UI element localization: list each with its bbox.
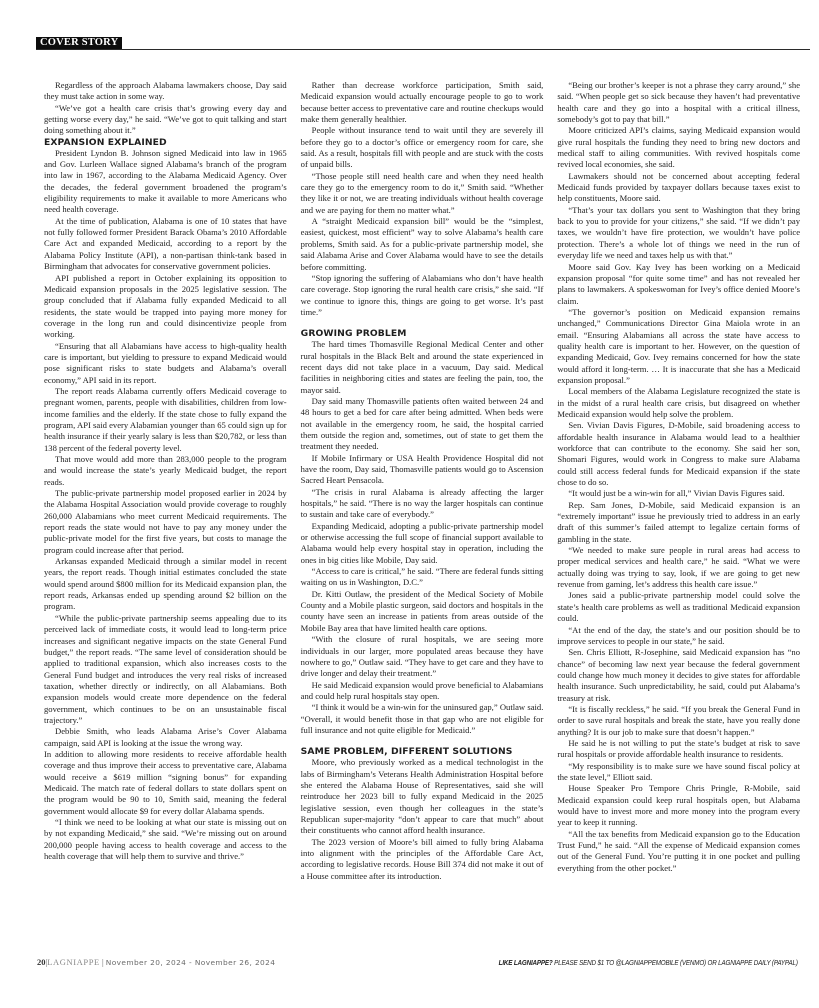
article-paragraph: Sen. Vivian Davis Figures, D-Mobile, said broadening access to affordable health insurance in Alabama would lead to a healthier workforce that can contribute to the economy. She said her son, Shomari Figures, would work in Congress to make sure Alabama could still access federal funds for Medicaid expansion if the state chose to do so.: [557, 420, 801, 488]
article-column-3: [557, 80, 800, 882]
article-paragraph: “It is fiscally reckless,” he said. “If you break the General Fund in order to save rural hospitals and break the state, have you really done anything? It is our job to make sure that doesn’t happen.”: [557, 703, 801, 737]
article-paragraph: Sen. Chris Elliott, R-Josephine, said Medicaid expansion has “no chance” of becoming law next year because the federal government could change how much money it decides to give states for affordable health insurance. Such unpredictability, he said, could put Alabama’s treasury at risk.: [557, 647, 801, 703]
article-paragraph: Moore said Gov. Kay Ivey has been working on a Medicaid expansion proposal “for quite some time” and has not revealed her plans to lawmakers. A spokeswoman for Ivey’s office denied Moore’s claim.: [557, 261, 801, 306]
folio-divider: |: [101, 957, 104, 967]
page-footer-folio: [37, 957, 275, 967]
article-paragraph: Moore criticized API’s claims, saying Medicaid expansion would give rural hospitals the funding they need to bring new doctors and medical staff to ailing communities. With revived hospitals come revived local economies, she said.: [557, 125, 801, 170]
article-paragraph: “Ensuring that all Alabamians have access to high-quality health care is important, but yielding to pressure to expand Medicaid would pose significant risks to state budgets and Alabama’s overall economy,” API said in its report.: [44, 340, 287, 385]
article-paragraph: President Lyndon B. Johnson signed Medicaid into law in 1965 and Gov. Lurleen Wallace signed Alabama’s branch of the program into law in 1967, according to the Alabama Medicaid Agency. Over the decades, the federal government broadened the program’s eligibility requirements to make it available to more Americans who need health coverage.: [44, 147, 287, 215]
article-paragraph: If Mobile Infirmary or USA Health Providence Hospital did not have the room, Day said, Thomasville patients would go to Ascension Sacred Heart Pensacola.: [300, 452, 544, 486]
article-body: [44, 80, 800, 882]
article-paragraph: “That’s your tax dollars you sent to Washington that they bring back to you to provide for your citizens,” she said. “If we didn’t pay taxes, we wouldn’t have fire protection, we wouldn’t have police protection. There’s a whole lot of things we need in the run of everyday life we need and taxes help us with that.”: [557, 204, 801, 261]
article-paragraph: Day said many Thomasville patients often waited between 24 and 48 hours to get a bed for care after being admitted. When beds were not available in the emergency room, he said, the hospital carried them outside the region and, sometimes, out of state to get them the treatment they needed.: [300, 395, 544, 452]
article-paragraph: “While the public-private partnership seems appealing due to its perceived lack of immediate costs, it would lead to long-term price increases and significant negative impacts on the state General Fund budget,” the report reads. “The same level of consideration should be applied to traditional expansion, which also increases costs to the General Fund budget and introduces the very real risks of increased taxation, whether directly or indirectly, on all Alabamians. Both expansion models would create more dependence on the federal government, which continues to be on an unsustainable fiscal trajectory.”: [44, 612, 287, 725]
article-paragraph: “The governor’s position on Medicaid expansion remains unchanged,” Communications Director Gina Maiola wrote in an email. “Ensuring Alabamians all across the state have access to quality health care is important to her. However, on the question of expanding Medicaid, Gov. Ivey remains concerned for how the state would afford it long-term. … It is inaccurate that she has a Medicaid expansion proposal.”: [557, 306, 801, 385]
article-paragraph: People without insurance tend to wait until they are severely ill before they go to a doctor’s office or emergency room for care, she said. As a result, hospitals fill with people and are stuck with the costs of unpaid bills.: [300, 125, 544, 170]
article-column-2: [301, 80, 544, 882]
section-tag: COVER STORY: [36, 37, 122, 49]
article-paragraph: In addition to allowing more residents to receive affordable health coverage and thus improve their access to preventative care, Alabama would receive a $619 million “signing bonus” for expanding Medicaid. The match rate of federal dollars to state dollars spent on the program would be 90 to 10, Smith said, meaning the federal government would allocate $9 for every dollar Alabama spends.: [44, 748, 287, 816]
article-paragraph: “At the end of the day, the state’s and our position should be to improve services to people in our state,” he said.: [557, 624, 801, 646]
article-paragraph: “Access to care is critical,” he said. “There are federal funds sitting waiting on us in Washington, D.C.”: [300, 566, 544, 588]
article-paragraph: “Those people still need health care and when they need health care they go to the emergency room to do it,” Smith said. “Whether they like it or not, we are treating individuals without health coverage and we are paying for them no matter what.”: [300, 170, 544, 215]
issue-date-range: November 20, 2024 - November 26, 2024: [105, 958, 276, 967]
article-paragraph: “My responsibility is to make sure we have sound fiscal policy at the state level,” Elliott said.: [557, 760, 801, 782]
article-paragraph: That move would add more than 283,000 people to the program and would increase the state’s yearly Medicaid budget, the report reads.: [44, 454, 287, 487]
article-paragraph: Lawmakers should not be concerned about accepting federal Medicaid funds provided by taxpayer dollars because taxes exist to help constituents, Moore said.: [557, 170, 801, 204]
section-heading: EXPANSION EXPLAINED: [44, 136, 167, 148]
article-paragraph: “We’ve got a health care crisis that’s growing every day and getting worse every day,” he said. “We’ve got to quit talking and start doing something about it.”: [44, 102, 287, 136]
publication-name: LAGNIAPPE: [47, 957, 100, 967]
folio-divider: |: [45, 957, 48, 967]
article-paragraph: He said Medicaid expansion would prove beneficial to Alabamians and could help rural hospitals stay open.: [300, 679, 544, 701]
article-paragraph: House Speaker Pro Tempore Chris Pringle, R-Mobile, said Medicaid expansion could keep rural hospitals open, but Alabama would have to invest more and more money into the program every year to keep it running.: [557, 783, 801, 828]
article-paragraph: “Being our brother’s keeper is not a phrase they carry around,” she said. “When people get so sick because they haven’t had preventative health care and they go into a hospital with a critical illness, somebody’s got to pay that bill.”: [557, 80, 801, 125]
article-paragraph: Local members of the Alabama Legislature recognized the state is in the midst of a rural health care crisis, but disagreed on whether Medicaid expansion would help solve the problem.: [557, 386, 801, 419]
section-heading: SAME PROBLEM, DIFFERENT SOLUTIONS: [300, 746, 513, 758]
article-paragraph: A “straight Medicaid expansion bill” would be the “simplest, easiest, quickest, most efficient” way to solve Alabama’s health care problems, Smith said. As for a public-private partnership model, she said Alabama Arise and Cover Alabama would have to see the details before committing.: [300, 216, 544, 272]
article-paragraph: Moore, who previously worked as a medical technologist in the labs of Birmingham’s Veterans Health Administration Hospital before she entered the Alabama House of Representatives, said she will reintroduce her 2023 bill to fully expand Medicaid in the 2025 legislative session, even though her colleagues in the state’s Republican super-majority “don’t appear to care that much” about their constituents who cannot afford health insurance.: [300, 757, 544, 836]
article-paragraph: The public-private partnership model proposed earlier in 2024 by the Alabama Hospital Association would provide coverage to roughly 260,000 Alabamians who meet current Medicaid requirements. The report reads the state would not have to pay any money under the public-private model for the first five years, but costs to manage the program could increase after that period.: [44, 488, 287, 555]
article-paragraph: API published a report in October explaining its opposition to Medicaid expansion proposals in the 2025 legislative session. The group concluded that if Alabama fully expanded Medicaid to all residents, the state would be trapped into paying more money for coverage in the long run and could disincentivize people from working.: [44, 272, 287, 340]
article-paragraph: Arkansas expanded Medicaid through a similar model in recent years, the report reads. Though initial estimates concluded the state would spend around $800 million for its Medicaid expansion plan, the report reads, Arkansas ended up spending around $2 billion on the program.: [44, 556, 287, 612]
article-paragraph: Expanding Medicaid, adopting a public-private partnership model or otherwise accessing the full scope of financial support available to Alabama would help every hospital stay in operation, including the ones in big cities like Mobile, Day said.: [300, 520, 544, 565]
article-paragraph: “Stop ignoring the suffering of Alabamians who don’t have health care coverage. Stop ignoring the rural health care crisis,” she said. “If we continue to ignore this, things are going to get worse. It’s past time.”: [300, 272, 544, 317]
donation-promo: [499, 958, 798, 967]
section-header-rule: [36, 37, 810, 50]
article-paragraph: Debbie Smith, who leads Alabama Arise’s Cover Alabama campaign, said API is looking at the issue the wrong way.: [44, 726, 287, 748]
promo-text: PLEASE SEND $1 TO @LAGNIAPPEMOBILE (VENMO) OR LAGNIAPPE DAILY (PAYPAL): [552, 958, 798, 967]
promo-lead: LIKE LAGNIAPPE?: [498, 958, 553, 967]
article-paragraph: “I think it would be a win-win for the uninsured gap,” Outlaw said. “Overall, it would benefit those in that gap who are not eligible for full insurance and not quite eligible for Medicaid.”: [300, 702, 544, 735]
article-paragraph: Jones said a public-private partnership model could solve the state’s health care problems as well as traditional Medicaid expansion could.: [557, 590, 801, 624]
section-heading: GROWING PROBLEM: [300, 328, 407, 340]
article-paragraph: “With the closure of rural hospitals, we are seeing more individuals in our larger, more populated areas because they have nowhere to go,” Outlaw said. “They have to get care and they have to drive longer and delay their treatment.”: [300, 634, 544, 679]
article-paragraph: At the time of publication, Alabama is one of 10 states that have not fully followed former President Barack Obama’s 2010 Affordable Care Act and expanded Medicaid, according to a report by the Alabama Policy Institute (API), a non-partisan think-tank based in Birmingham that advocates for conservative government policies.: [44, 215, 287, 272]
article-paragraph: “The crisis in rural Alabama is already affecting the larger hospitals,” he said. “There is no way the larger hospitals can continue to sustain and take care of everybody.”: [300, 486, 544, 520]
article-paragraph: “All the tax benefits from Medicaid expansion go to the Education Trust Fund,” he said. “All the expense of Medicaid expansion comes out of the General Fund. You’re putting it in one pocket and pulling everything from the other pocket.”: [557, 828, 801, 873]
page-number: 20: [37, 957, 46, 967]
article-paragraph: The 2023 version of Moore’s bill aimed to fully bring Alabama into alignment with the principles of the Affordable Care Act, according to legislative records. House Bill 374 did not make it out of a House committee after its introduction.: [300, 836, 544, 881]
article-paragraph: Dr. Kitti Outlaw, the president of the Medical Society of Mobile County and a Mobile plastic surgeon, said doctors and hospitals in the county have seen an increase in patients from areas outside of the Mobile Bay area that have limited health care options.: [300, 588, 544, 633]
article-paragraph: Regardless of the approach Alabama lawmakers choose, Day said they must take action in some way.: [44, 80, 287, 102]
article-paragraph: The report reads Alabama currently offers Medicaid coverage to pregnant women, parents, people with disabilities, children from low-income families and the elderly. If the state chose to fully expand the program, API said every Alabamian younger than 65 could sign up for health insurance if their yearly salary is less than $20,782, or less than 138 percent of the federal poverty level.: [44, 385, 287, 453]
article-paragraph: “We needed to make sure people in rural areas had access to proper medical services and health care,” he said. “What we were actually doing was trying to say, look, if we are going to get new revenue from gaming, let’s address this health care issue.”: [557, 545, 801, 590]
article-paragraph: The hard times Thomasville Regional Medical Center and other rural hospitals in the Black Belt and around the state experienced in recent days did not take place in a vacuum, Day said. Medical facilities in neighboring cities and states are feeling the pain, too, the mayor said.: [300, 339, 544, 395]
article-paragraph: Rep. Sam Jones, D-Mobile, said Medicaid expansion is an “extremely important” issue he previously tried to address in an early draft of this summer’s failed attempt to legalize certain forms of gambling in the state.: [557, 499, 801, 544]
article-paragraph: “I think we need to be looking at what our state is missing out on by not expanding Medicaid,” she said. “We’re missing out on around 200,000 people having access to health coverage and access to the health coverage that will help them to survive and thrive.”: [44, 817, 287, 862]
article-paragraph: Rather than decrease workforce participation, Smith said, Medicaid expansion would actually encourage people to go to work because better access to preventative care and routine checkups would make them generally healthier.: [300, 80, 544, 125]
article-column-1: [44, 80, 287, 882]
article-paragraph: “It would just be a win-win for all,” Vivian Davis Figures said.: [568, 488, 785, 499]
article-paragraph: He said he is not willing to put the state’s budget at risk to save rural hospitals or provide affordable health insurance to residents.: [557, 737, 801, 760]
